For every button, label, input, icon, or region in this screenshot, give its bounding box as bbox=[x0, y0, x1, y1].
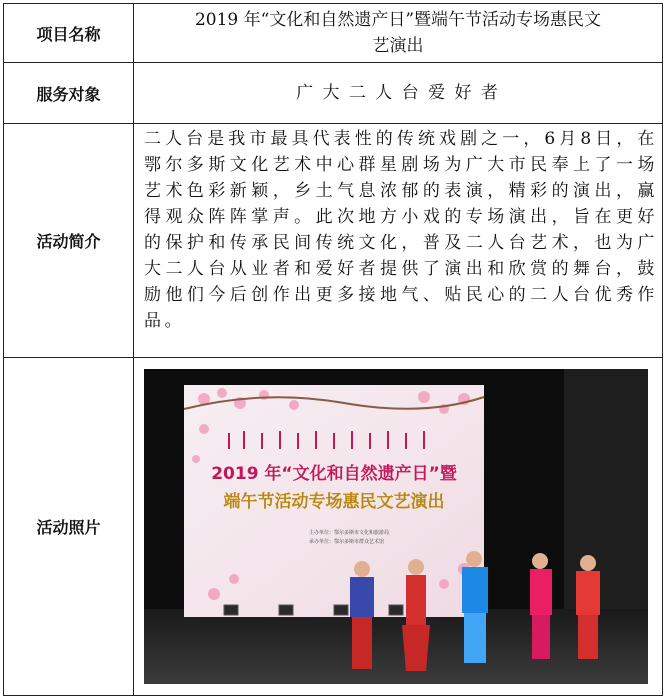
performer-3 bbox=[462, 551, 488, 663]
screen-host-line: 主办单位：鄂尔多斯市文化和旅游局 bbox=[309, 530, 390, 536]
stage-floor bbox=[144, 609, 648, 684]
project-name-label: 项目名称 bbox=[36, 24, 101, 44]
table-border-right bbox=[662, 3, 663, 696]
activity-intro-label: 活动简介 bbox=[36, 232, 101, 251]
performer-2 bbox=[402, 559, 430, 671]
activity-photo bbox=[144, 369, 648, 684]
service-target-label: 服务对象 bbox=[36, 84, 101, 104]
activity-photo-label: 活动照片 bbox=[36, 518, 101, 537]
table-border-bottom bbox=[3, 695, 663, 696]
screen-organizer-line: 承办单位：鄂尔多斯市群众艺术馆 bbox=[309, 539, 385, 545]
performer-1 bbox=[350, 561, 374, 669]
stage-photo-illustration bbox=[144, 369, 648, 684]
project-name-value: 2019 年“文化和自然遗产日”暨端午节活动专场惠民文艺演出 bbox=[194, 10, 602, 56]
screen-title-line1: 2019 年“文化和自然遗产日”暨 bbox=[211, 464, 457, 484]
screen-title-line2: 端午节活动专场惠民文艺演出 bbox=[223, 492, 445, 512]
service-target-value: 广 大 二 人 台 爱 好 者 bbox=[296, 83, 500, 103]
activity-intro-text: 二人台是我市最具代表性的传统戏剧之一，6月8日，在鄂尔多斯文化艺术中心群星剧场为广大市民奉上了一场艺术色彩新颖，乡土气息浓郁的表演，精彩的演出，赢得观众阵阵掌声。此次地方小戏的专场演出，旨在更好的保护和传承民间传统文化，普及二人台艺术，也为广大二人台从业者和爱好者提供了演出和欣赏的舞台，鼓励他们今后创作出更多接地气、贴民心的二人台优秀作品。 bbox=[144, 129, 658, 331]
